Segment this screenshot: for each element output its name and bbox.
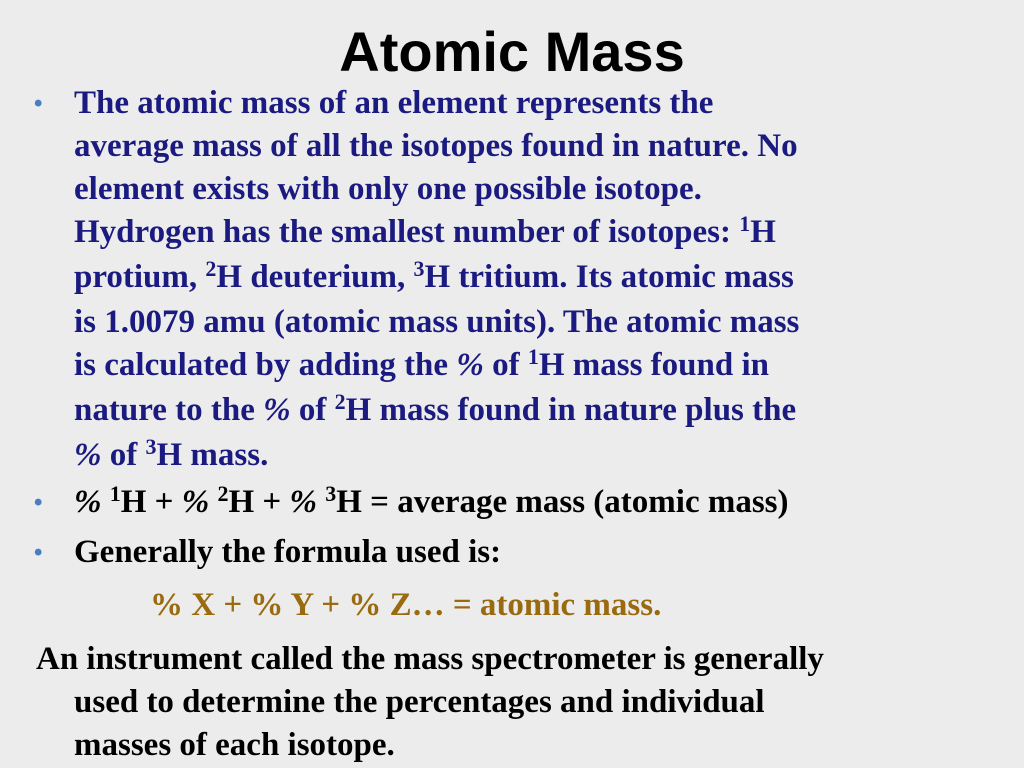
isotope-superscript: 3 xyxy=(145,434,157,459)
bullet-icon: • xyxy=(34,539,43,566)
text-line: is 1.0079 amu (atomic mass units). The atomic mass xyxy=(74,304,800,340)
text-line: of xyxy=(483,347,528,383)
bullet-general-formula xyxy=(34,531,974,574)
text-line: Generally the formula used is: xyxy=(74,534,502,570)
text-line: element exists with only one possible isotope. xyxy=(74,171,702,207)
percent-symbol: % xyxy=(289,484,317,520)
text-line: Hydrogen has the smallest number of isotopes: xyxy=(74,214,740,250)
mass-spectrometer-paragraph xyxy=(36,638,996,767)
text-line: masses of each isotope. xyxy=(74,727,395,763)
text-line: of xyxy=(101,437,146,473)
text-line: H deuterium, xyxy=(216,259,414,295)
bullet-atomic-mass-definition xyxy=(34,82,974,479)
text-segment: H + xyxy=(228,484,290,520)
isotope-superscript: 2 xyxy=(205,256,217,281)
text-line: used to determine the percentages and individual xyxy=(74,684,765,720)
isotope-superscript: 2 xyxy=(217,481,229,506)
isotope-superscript: 1 xyxy=(109,481,121,506)
bullet-isotope-sum xyxy=(34,481,974,526)
text-line: An instrument called the mass spectrometer is generally xyxy=(36,641,824,677)
percent-symbol: % xyxy=(263,392,291,428)
text-line: of xyxy=(290,392,335,428)
text-line: H mass found in nature plus the xyxy=(345,392,797,428)
text-segment: H + xyxy=(120,484,182,520)
percent-symbol: % xyxy=(74,437,102,473)
percent-symbol: % xyxy=(456,347,484,383)
text-line: The atomic mass of an element represents the xyxy=(74,85,714,121)
slide-title: Atomic Mass xyxy=(339,20,685,83)
text-segment: H = average mass (atomic mass) xyxy=(336,484,789,520)
isotope-superscript: 3 xyxy=(325,481,337,506)
text-line: average mass of all the isotopes found in nature. No xyxy=(74,128,798,164)
text-line: H tritium. Its atomic mass xyxy=(424,259,794,295)
bullet-icon: • xyxy=(34,489,43,516)
isotope-superscript: 2 xyxy=(334,389,346,414)
text-line: protium, xyxy=(74,259,206,295)
percent-symbol: % xyxy=(74,484,102,520)
text-line: is calculated by adding the xyxy=(74,347,457,383)
bullet-icon: • xyxy=(34,90,43,117)
isotope-superscript: 1 xyxy=(739,211,751,236)
text-line: H xyxy=(750,214,776,250)
text-line: nature to the xyxy=(74,392,264,428)
isotope-superscript: 1 xyxy=(527,344,539,369)
text-line: H mass. xyxy=(156,437,269,473)
formula-text: % X + % Y + % Z… = atomic mass. xyxy=(150,587,662,623)
text-line: H mass found in xyxy=(538,347,769,383)
percent-symbol: % xyxy=(181,484,210,520)
isotope-superscript: 3 xyxy=(413,256,425,281)
